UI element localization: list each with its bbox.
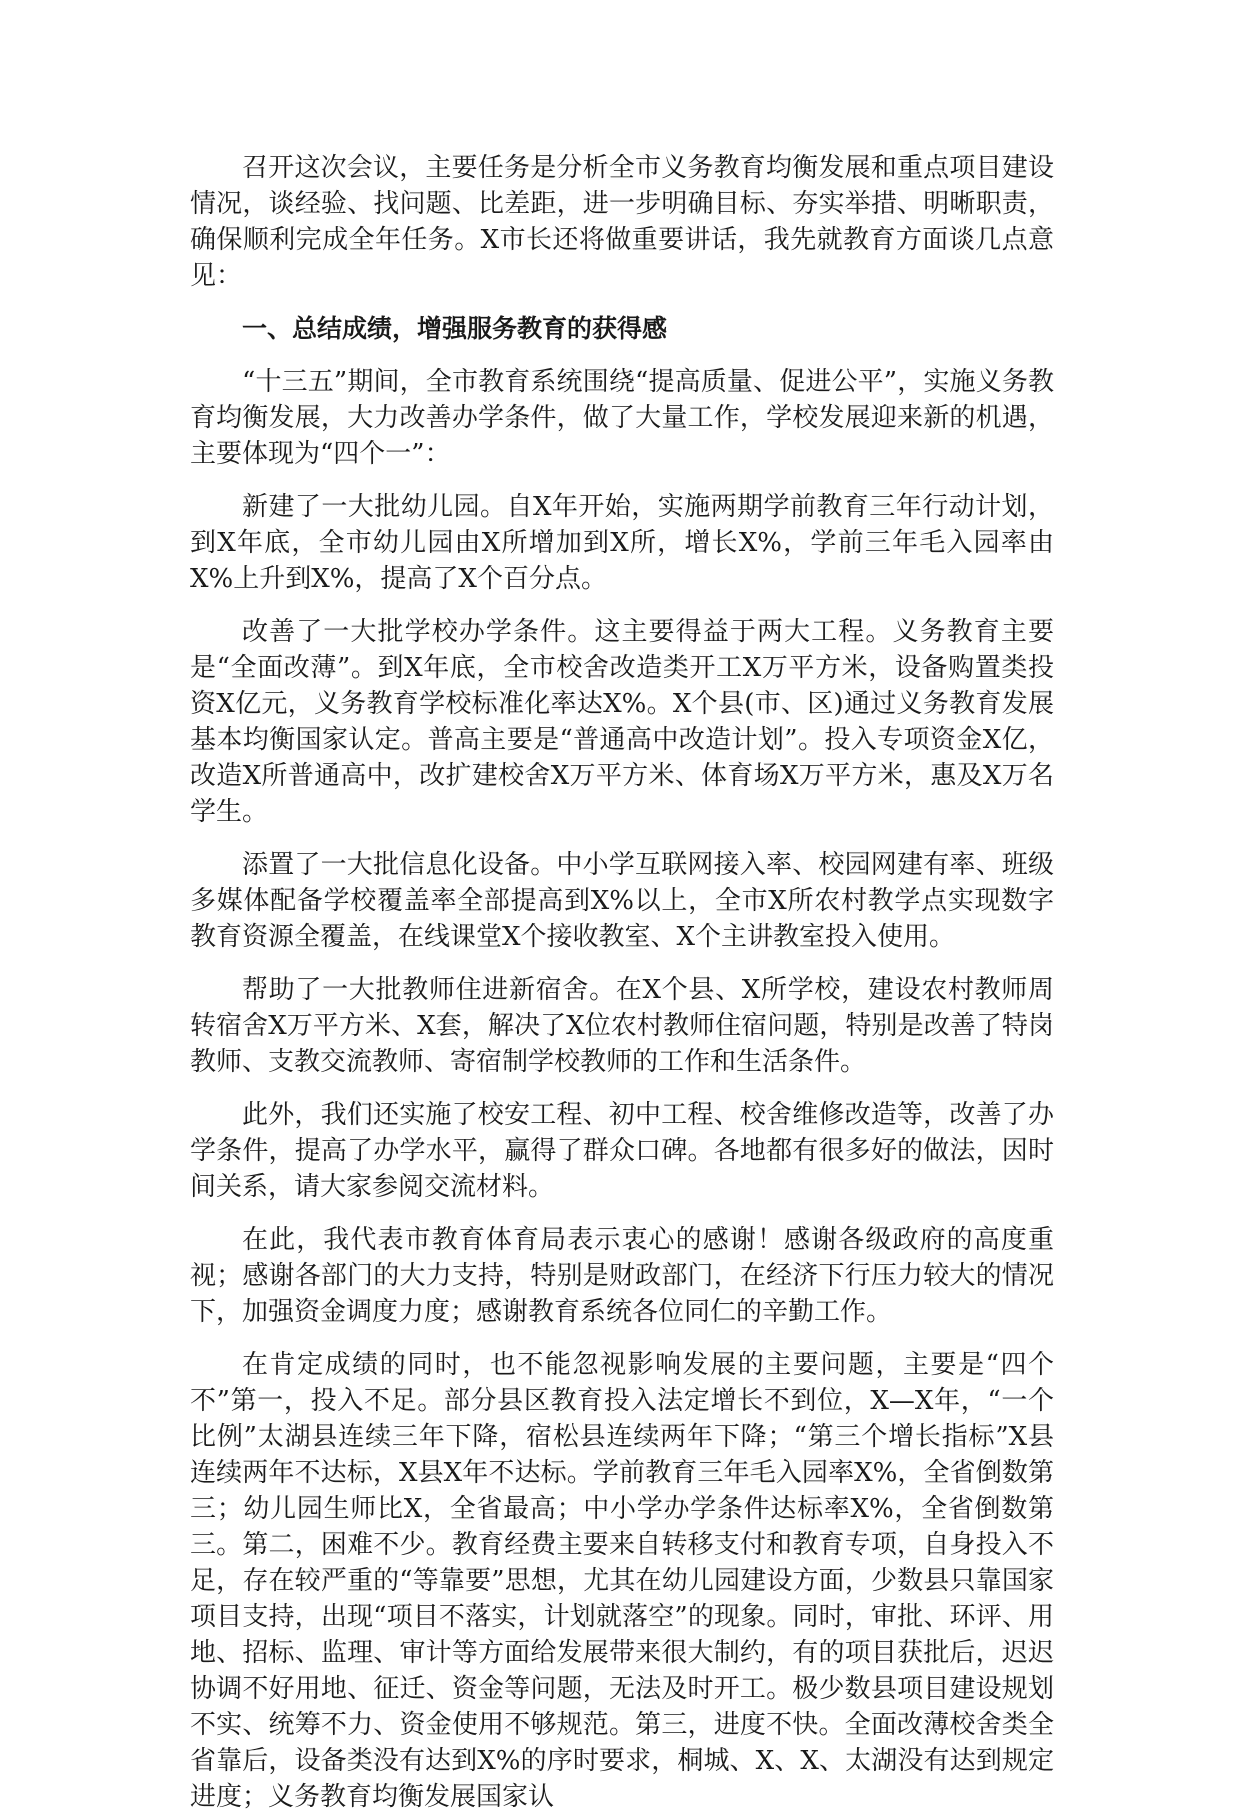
- document-page: [190, 150, 1054, 1815]
- thanks-paragraph: 在此，我代表市教育体育局表示衷心的感谢！感谢各级政府的高度重视；感谢各部门的大力支持，特别是财政部门，在经济下行压力较大的情况下，加强资金调度力度；感谢教育系统各位同仁的辛勤工作。: [190, 1225, 1054, 1327]
- period-summary-paragraph: “十三五”期间，全市教育系统围绕“提高质量、促进公平”，实施义务教育均衡发展，大力改善办学条件，做了大量工作，学校发展迎来新的机遇，主要体现为“四个一”：: [190, 367, 1054, 469]
- kindergarten-paragraph: 新建了一大批幼儿园。自X年开始，实施两期学前教育三年行动计划，到X年底，全市幼儿园由X所增加到X所，增长X%，学前三年毛入园率由X%上升到X%，提高了X个百分点。: [190, 492, 1054, 594]
- teacher-dormitory-paragraph: 帮助了一大批教师住进新宿舍。在X个县、X所学校，建设农村教师周转宿舍X万平方米、X套，解决了X位农村教师住宿问题，特别是改善了特岗教师、支教交流教师、寄宿制学校教师的工作和生活条件。: [190, 975, 1054, 1077]
- problems-paragraph: 在肯定成绩的同时，也不能忽视影响发展的主要问题，主要是“四个不”第一，投入不足。部分县区教育投入法定增长不到位，X—X年，“一个比例”太湖县连续三年下降，宿松县连续两年下降；“第三个增长指标”X县连续两年不达标，X县X年不达标。学前教育三年毛入园率X%，全省倒数第三；幼儿园生师比X，全省最高；中小学办学条件达标率X%，全省倒数第三。第二，困难不少。教育经费主要来自转移支付和教育专项，自身投入不足，存在较严重的“等靠要”思想，尤其在幼儿园建设方面，少数县只靠国家项目支持，出现“项目不落实，计划就落空”的现象。同时，审批、环评、用地、招标、监理、审计等方面给发展带来很大制约，有的项目获批后，迟迟协调不好用地、征迁、资金等问题，无法及时开工。极少数县项目建设规划不实、统筹不力、资金使用不够规范。第三，进度不快。全面改薄校舍类全省靠后，设备类没有达到X%的序时要求，桐城、X、X、太湖没有达到规定进度；义务教育均衡发展国家认: [190, 1350, 1054, 1812]
- intro-paragraph: 召开这次会议，主要任务是分析全市义务教育均衡发展和重点项目建设情况，谈经验、找问题、比差距，进一步明确目标、夯实举措、明晰职责，确保顺利完成全年任务。X市长还将做重要讲话，我先就教育方面谈几点意见：: [190, 153, 1054, 291]
- section-heading: 一、总结成绩，增强服务教育的获得感: [242, 314, 668, 343]
- other-projects-paragraph: 此外，我们还实施了校安工程、初中工程、校舍维修改造等，改善了办学条件，提高了办学水平，赢得了群众口碑。各地都有很多好的做法，因时间关系，请大家参阅交流材料。: [190, 1100, 1054, 1202]
- school-conditions-paragraph: 改善了一大批学校办学条件。这主要得益于两大工程。义务教育主要是“全面改薄”。到X年底，全市校舍改造类开工X万平方米，设备购置类投资X亿元，义务教育学校标准化率达X%。X个县(市、区)通过义务教育发展基本均衡国家认定。普高主要是“普通高中改造计划”。投入专项资金X亿，改造X所普通高中，改扩建校舍X万平方米、体育场X万平方米，惠及X万名学生。: [190, 617, 1054, 827]
- it-equipment-paragraph: 添置了一大批信息化设备。中小学互联网接入率、校园网建有率、班级多媒体配备学校覆盖率全部提高到X%以上，全市X所农村教学点实现数字教育资源全覆盖，在线课堂X个接收教室、X个主讲教室投入使用。: [190, 850, 1054, 952]
